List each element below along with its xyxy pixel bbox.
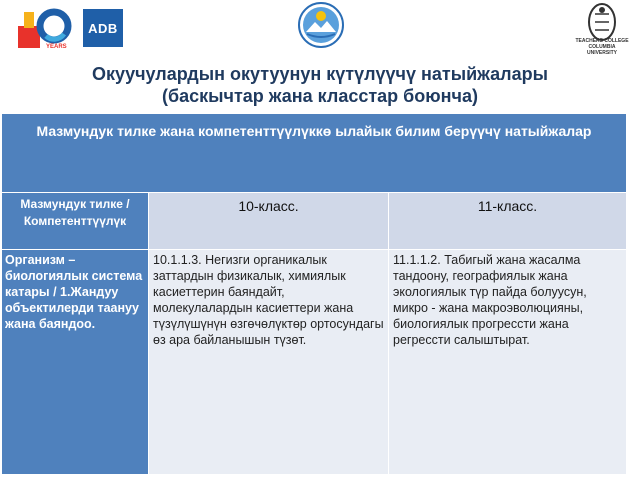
kyrgyz-emblem-icon [298,2,344,48]
fifty-years-logo [16,6,78,50]
fifty-years-icon [16,6,78,50]
adb-logo: ADB [83,9,123,47]
title-line-2: (баскычтар жана класстар боюнча) [162,86,478,106]
page-title [0,63,640,107]
grade-11-header: 11-класс. [389,193,627,250]
table-header: Мазмундук тилке жана компетенттүүлүккө ылайык билим берүүчү натыйжалар [2,114,627,193]
fifty-years-caption: YEARS [46,44,67,50]
grade-10-outcome: 10.1.1.3. Негизги органикалык заттардын физикалык, химиялык касиеттерин баяндайт, молекулалардын касиеттери жана түзүлүшүнүн өзгөчөлүктөр ортосундагы өз ара байланышын түзөт. [149,250,389,475]
title-line-1: Окуучулардын окутуунун күтүлүүчү натыйжалары [92,64,548,84]
outcomes-table [1,113,627,475]
logo-bar [0,0,640,58]
teachers-college-logo [573,2,631,56]
content-line-header: Мазмундук тилке / Компетенттүүлүк [2,193,149,250]
grade-11-outcome: 11.1.1.2. Табигый жана жасалма тандоону, географиялык жана экологиялык түр пайда болуусун, микро - жана макроэволюцияны, биологиялык прогрессти жана регрессти салыштырат. [389,250,627,475]
row-label: Организм – биологиялык система катары / 1.Жандуу объектилерди таануу жана баяндоо. [2,250,149,475]
teachers-college-caption: TEACHERS COLLEGE COLUMBIA UNIVERSITY [575,38,629,56]
grade-10-header: 10-класс. [149,193,389,250]
